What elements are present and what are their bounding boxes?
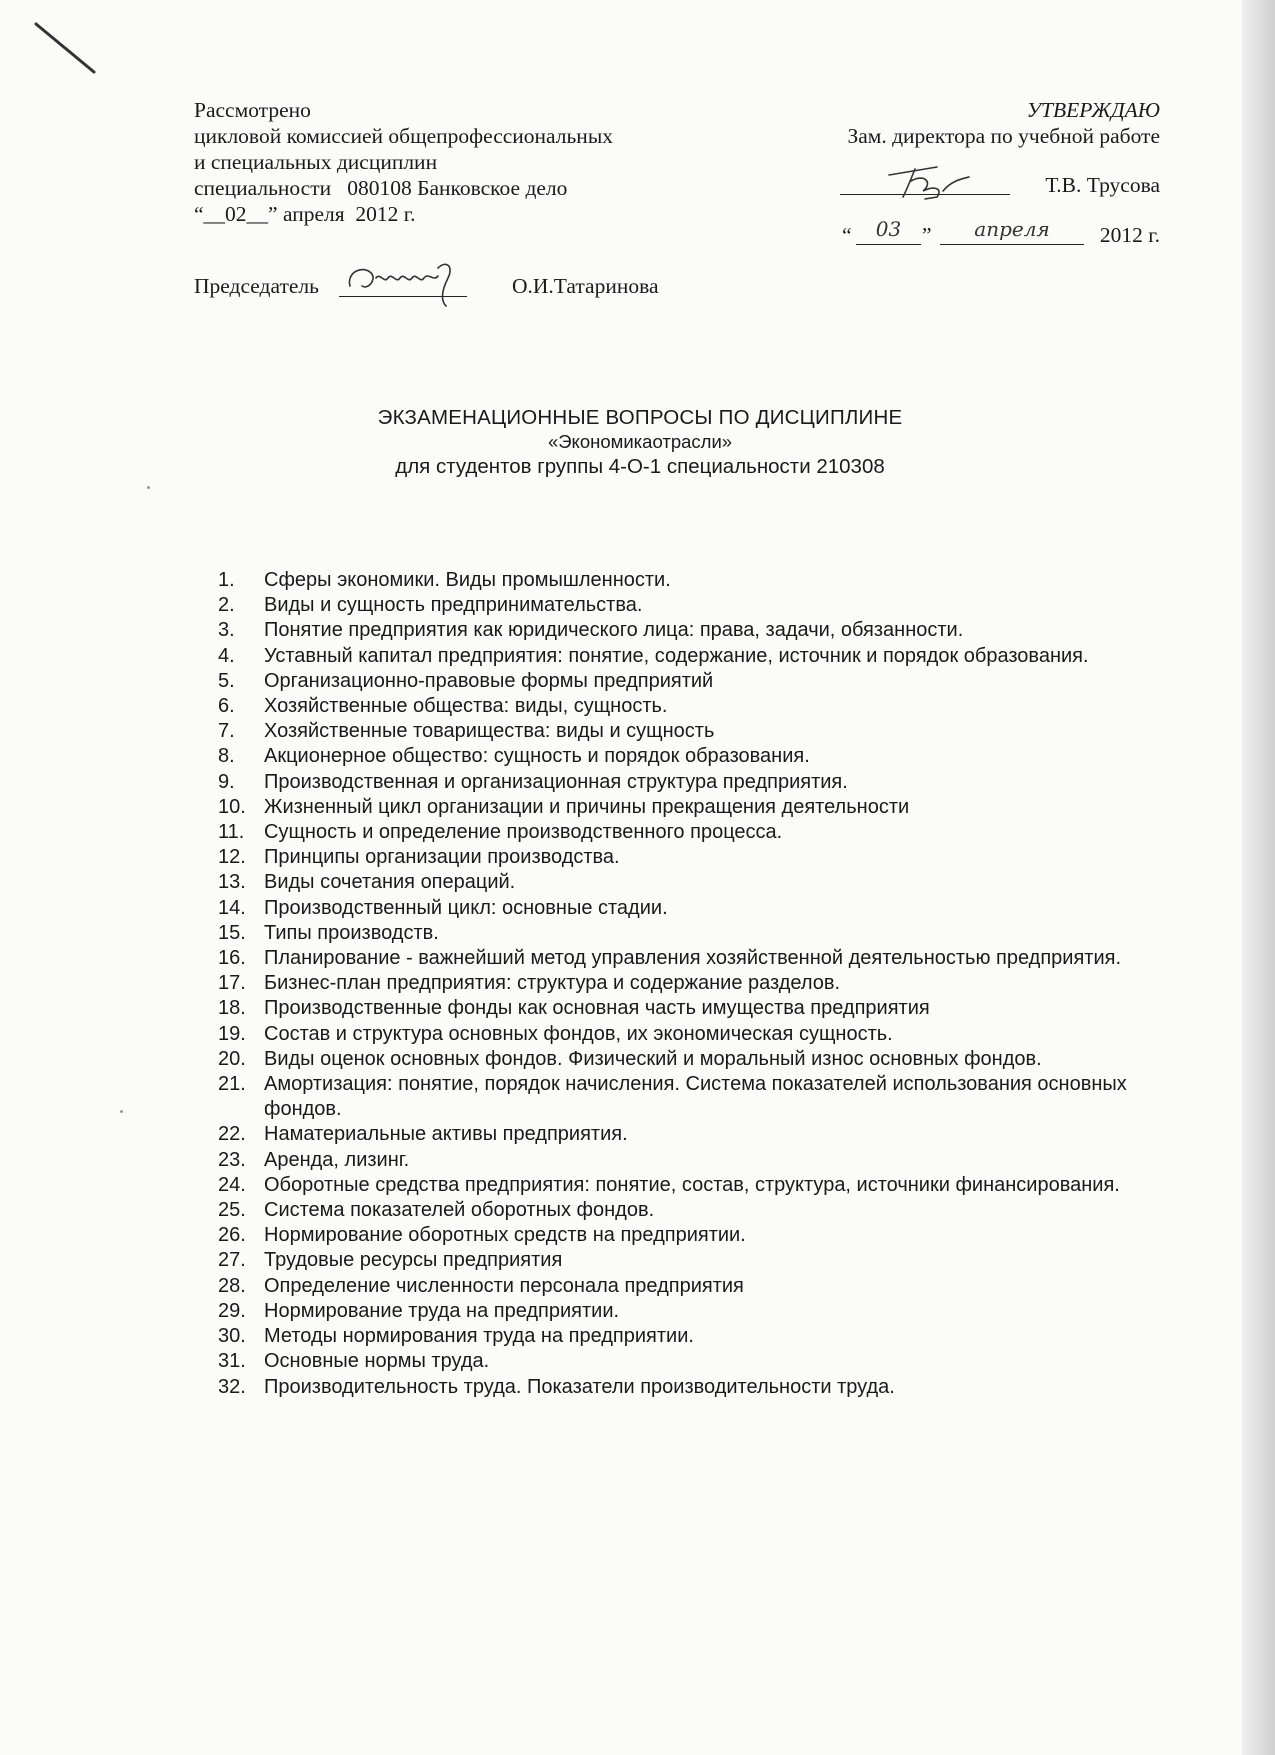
question-text: Производственная и организационная структура предприятия. [264, 770, 848, 793]
question-item [218, 644, 1178, 669]
question-number: 26. [218, 1224, 246, 1247]
question-text: Трудовые ресурсы предприятия [264, 1249, 563, 1272]
question-item [218, 719, 1178, 744]
question-item [218, 1299, 1178, 1324]
question-item [218, 770, 1178, 795]
scan-edge-shadow [1242, 0, 1275, 1755]
question-text: Принципы организации производства. [264, 846, 620, 869]
question-text: Понятие предприятия как юридического лица: права, задачи, обязанности. [264, 619, 964, 642]
question-text: Амортизация: понятие, порядок начисления. Система показателей использования основных фондов. [264, 1073, 1127, 1121]
question-text: Основные нормы труда. [264, 1350, 490, 1373]
question-text: Уставный капитал предприятия: понятие, содержание, источник и порядок образования. [264, 644, 1089, 667]
question-number: 1. [218, 569, 235, 591]
question-item [218, 694, 1178, 719]
question-text: Жизненный цикл организации и причины прекращения деятельности [264, 795, 910, 818]
question-item [218, 618, 1178, 643]
question-item [218, 1198, 1178, 1223]
question-number: 27. [218, 1249, 246, 1272]
question-text: Бизнес-план предприятия: структура и содержание разделов. [264, 972, 841, 995]
question-number: 23. [218, 1148, 246, 1171]
question-item [218, 1122, 1178, 1147]
approval-block [790, 97, 1160, 256]
review-line: и специальных дисциплин [194, 150, 438, 174]
question-item [218, 896, 1178, 921]
question-number: 25. [218, 1199, 246, 1222]
question-number: 3. [218, 619, 235, 642]
approval-year: 2012 г. [1099, 223, 1160, 247]
question-text: Сферы экономики. Виды промышленности. [264, 569, 671, 591]
question-number: 17. [218, 972, 246, 995]
approval-day: 03 [856, 216, 921, 245]
question-text: Нормирование труда на предприятии. [264, 1299, 620, 1322]
approve-heading: УТВЕРЖДАЮ [1026, 98, 1160, 122]
question-item [218, 1022, 1178, 1047]
question-text: Планирование - важнейший метод управления хозяйственной деятельностью предприятия. [264, 947, 1122, 970]
question-text: Аренда, лизинг. [264, 1148, 410, 1171]
question-text: Оборотные средства предприятия: понятие, состав, структура, источники финансирования. [264, 1173, 1120, 1196]
chairman-signature-row [194, 268, 714, 308]
approval-date-row [790, 217, 1160, 256]
question-text: Организационно-правовые формы предприятий [264, 669, 714, 692]
question-number: 13. [218, 871, 246, 894]
question-item [218, 1324, 1178, 1349]
approver-signature [885, 161, 975, 205]
chairman-signature [342, 256, 472, 312]
close-quote: ” [922, 223, 932, 247]
approver-position: Зам. директора по учебной работе [847, 124, 1160, 148]
question-item [218, 744, 1178, 769]
question-text: Методы нормирования труда на предприятии. [264, 1325, 694, 1348]
question-text: Хозяйственные товарищества: виды и сущность [264, 720, 715, 743]
question-item [218, 593, 1178, 618]
question-text: Типы производств. [264, 921, 439, 944]
question-text: Нормирование оборотных средств на предприятии. [264, 1224, 746, 1247]
question-text: Виды сочетания операций. [264, 871, 516, 894]
question-number: 7. [218, 720, 235, 743]
question-text: Производственный цикл: основные стадии. [264, 896, 668, 919]
question-number: 24. [218, 1173, 246, 1196]
question-item [218, 996, 1178, 1021]
question-number: 4. [218, 644, 235, 667]
group-specialty-line: для студентов группы 4-О-1 специальности 210308 [395, 455, 885, 478]
question-number: 9. [218, 770, 235, 793]
question-text: Определение численности персонала предприятия [264, 1274, 744, 1297]
question-number: 12. [218, 846, 246, 869]
question-text: Акционерное общество: сущность и порядок образования. [264, 745, 810, 768]
question-item [218, 1148, 1178, 1173]
question-item [218, 921, 1178, 946]
question-number: 14. [218, 896, 246, 919]
question-number: 10. [218, 795, 246, 818]
question-text: Производительность труда. Показатели производительности труда. [264, 1375, 895, 1398]
question-item [218, 1375, 1178, 1400]
question-number: 8. [218, 745, 235, 768]
question-text: Виды оценок основных фондов. Физический и моральный износ основных фондов. [264, 1047, 1042, 1070]
question-number: 19. [218, 1022, 246, 1045]
question-item [218, 946, 1178, 971]
question-item [218, 1349, 1178, 1374]
question-number: 28. [218, 1274, 246, 1297]
question-text: Сущность и определение производственного процесса. [264, 821, 783, 844]
question-number: 32. [218, 1375, 246, 1398]
question-item [218, 568, 1178, 593]
document-title [200, 405, 1080, 480]
question-text: Система показателей оборотных фондов. [264, 1199, 655, 1222]
question-number: 30. [218, 1325, 246, 1348]
question-number: 16. [218, 947, 246, 970]
review-line: цикловой комиссией общепрофессиональных [194, 124, 614, 148]
question-item [218, 971, 1178, 996]
question-item [218, 820, 1178, 845]
question-number: 2. [218, 594, 235, 617]
question-item [218, 669, 1178, 694]
question-number: 31. [218, 1350, 246, 1373]
scan-speck [147, 486, 150, 489]
open-quote: “ [842, 223, 852, 247]
approval-month: апреля [940, 216, 1084, 245]
chairman-label: Председатель [194, 274, 319, 298]
question-number: 5. [218, 669, 235, 692]
question-item [218, 1072, 1178, 1122]
question-text: Производственные фонды как основная часть имущества предприятия [264, 997, 930, 1020]
review-line: специальности 080108 Банковское дело [194, 176, 568, 200]
question-item [218, 1047, 1178, 1072]
question-item [218, 1248, 1178, 1273]
question-item [218, 795, 1178, 820]
review-date-line: “__02__” апреля 2012 г. [194, 202, 416, 226]
question-number: 15. [218, 921, 246, 944]
question-item [218, 1274, 1178, 1299]
question-text: Хозяйственные общества: виды, сущность. [264, 695, 668, 718]
review-line: Рассмотрено [194, 98, 311, 122]
question-text: Наматериальные активы предприятия. [264, 1123, 628, 1146]
question-number: 22. [218, 1123, 246, 1146]
question-number: 21. [218, 1073, 246, 1096]
question-text: Виды и сущность предпринимательства. [264, 594, 643, 617]
review-block [194, 97, 714, 227]
chairman-name: О.И.Татаринова [512, 274, 659, 298]
question-number: 29. [218, 1299, 246, 1322]
question-number: 20. [218, 1047, 246, 1070]
question-number: 6. [218, 695, 235, 718]
approver-signature-row [790, 163, 1160, 218]
pen-scratch-mark [30, 20, 100, 78]
title-heading: ЭКЗАМЕНАЦИОННЫЕ ВОПРОСЫ ПО ДИСЦИПЛИНЕ [377, 406, 903, 429]
question-item [218, 1173, 1178, 1198]
question-number: 11. [218, 821, 245, 844]
question-item [218, 870, 1178, 895]
question-text: Состав и структура основных фондов, их экономическая сущность. [264, 1022, 893, 1045]
question-number: 18. [218, 997, 246, 1020]
discipline-name: «Экономикаотрасли» [547, 431, 733, 452]
approver-name: Т.В. Трусова [1045, 173, 1160, 197]
question-item [218, 1223, 1178, 1248]
exam-questions-list [218, 568, 1178, 1400]
scan-speck [120, 1110, 123, 1113]
question-item [218, 845, 1178, 870]
